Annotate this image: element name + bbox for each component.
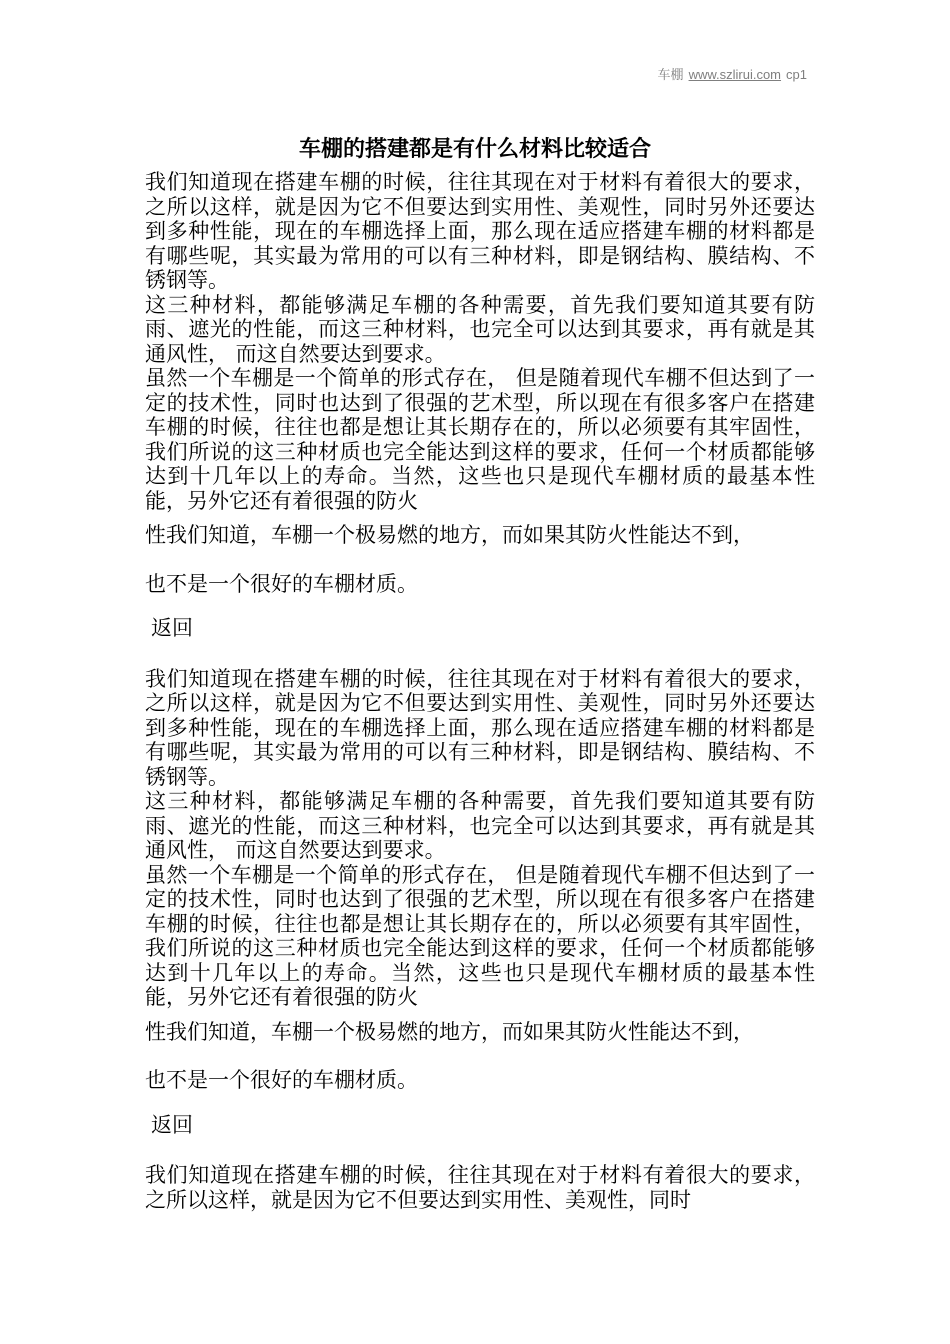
paragraph-durability: 虽然一个车棚是一个简单的形式存在， 但是随着现代车棚不但达到了一定的技术性，同时也达到了很强的艺术型，所以现在有很多客户在搭建车棚的时候，往往也都是想让其长期存在的，所以必须要有其牢固性，我们所说的这三种材质也完全能达到这样的要求，任何一个材质都能够达到十几年以上的寿命。当然，这些也只是现代车棚材质的最基本性能，另外它还有着很强的防火 (145, 366, 815, 513)
document-body (145, 170, 815, 1212)
back-link[interactable]: 返回 (151, 1112, 193, 1137)
paragraph-fire-line: 性我们知道，车棚一个极易燃的地方，而如果其防火性能达不到， (145, 523, 754, 547)
paragraph-intro: 我们知道现在搭建车棚的时候，往往其现在对于材料有着很大的要求，之所以这样，就是因为它不但要达到实用性、美观性，同时另外还要达到多种性能，现在的车棚选择上面，那么现在适应搭建车棚的材料都是有哪些呢，其实最为常用的可以有三种材料，即是钢结构、膜结构、不锈钢等。 (145, 666, 815, 789)
paragraph-materials: 这三种材料，都能够满足车棚的各种需要，首先我们要知道其要有防雨、遮光的性能，而这三种材料，也完全可以达到其要求，再有就是其通风性， 而这自然要达到要求。 (145, 292, 815, 366)
paragraph-closing-line: 也不是一个很好的车棚材质。 (145, 571, 418, 596)
page-header (658, 64, 807, 83)
paragraph-intro-partial: 我们知道现在搭建车棚的时候，往往其现在对于材料有着很大的要求，之所以这样，就是因为它不但要达到实用性、美观性，同时 (145, 1163, 815, 1212)
header-site-name: 车棚 (657, 67, 684, 82)
paragraph-closing-line: 也不是一个很好的车棚材质。 (145, 1068, 418, 1092)
document-title: 车棚的搭建都是有什么材料比较适合 (298, 136, 651, 162)
back-link[interactable]: 返回 (151, 616, 193, 640)
paragraph-durability: 虽然一个车棚是一个简单的形式存在， 但是随着现代车棚不但达到了一定的技术性，同时也达到了很强的艺术型，所以现在有很多客户在搭建车棚的时候，往往也都是想让其长期存在的，所以必须要有其牢固性，我们所说的这三种材质也完全能达到这样的要求，任何一个材质都能够达到十几年以上的寿命。当然，这些也只是现代车棚材质的最基本性能，另外它还有着很强的防火 (145, 862, 815, 1009)
paragraph-materials: 这三种材料，都能够满足车棚的各种需要，首先我们要知道其要有防雨、遮光的性能，而这三种材料，也完全可以达到其要求，再有就是其通风性， 而这自然要达到要求。 (145, 789, 815, 862)
paragraph-fire-line: 性我们知道，车棚一个极易燃的地方，而如果其防火性能达不到， (145, 1019, 754, 1044)
paragraph-intro: 我们知道现在搭建车棚的时候，往往其现在对于材料有着很大的要求，之所以这样，就是因为它不但要达到实用性、美观性，同时另外还要达到多种性能，现在的车棚选择上面，那么现在适应搭建车棚的材料都是有哪些呢，其实最为常用的可以有三种材料，即是钢结构、膜结构、不锈钢等。 (145, 170, 815, 292)
header-site-link[interactable]: www.szlirui.com (688, 67, 782, 82)
header-page-code: cp1 (786, 67, 807, 82)
